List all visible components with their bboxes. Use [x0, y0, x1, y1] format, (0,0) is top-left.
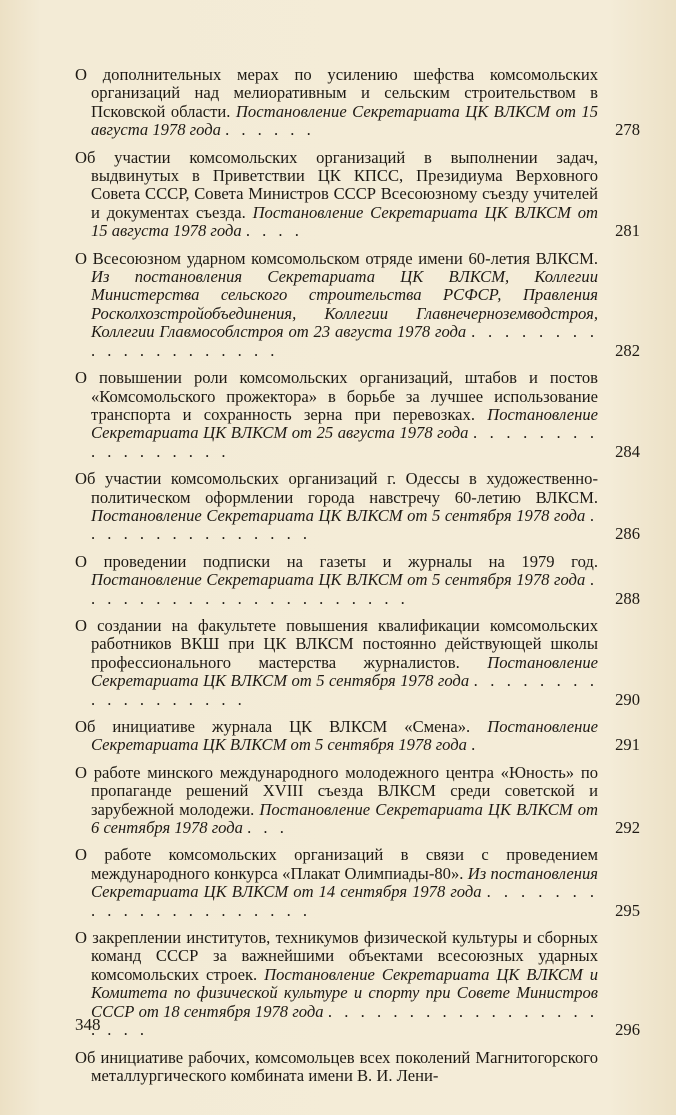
toc-entry-title: О проведении подписки на газеты и журналы на 1979 год. [75, 551, 598, 571]
toc-entry-continued[interactable] [75, 1049, 640, 1086]
toc-entry-source: Постановление Секретариата ЦК ВЛКСМ от 6 сентября 1978 года [91, 799, 598, 838]
toc-page-number: 290 [615, 689, 640, 709]
toc-entry[interactable] [75, 250, 640, 360]
toc-entry-title: Об инициативе рабочих, комсомольцев всех поколений Магнитогорского металлургического комбината имени В. И. Лени- [75, 1047, 598, 1085]
table-of-contents [75, 66, 640, 1094]
dot-leader: . . . . . . . . . . . . . . . . . . . . . [91, 570, 598, 608]
toc-entry-text [75, 250, 598, 360]
toc-entry-text [75, 66, 598, 140]
toc-page-number: 288 [615, 588, 640, 608]
toc-entry-source: Постановление Секретариата ЦК ВЛКСМ от 15 августа 1978 года [91, 202, 598, 241]
toc-entry[interactable] [75, 553, 640, 608]
toc-entry-title: О работе минского международного молодежного центра «Юность» по пропаганде решений XVIII съезда ВЛКСМ среди советской и зарубежной молодежи. [75, 762, 598, 819]
toc-page-number: 286 [615, 524, 640, 544]
toc-entry[interactable] [75, 929, 640, 1039]
toc-entry-title: Об участии комсомольских организаций в выполнении задач, выдвинутых в Приветствии ЦК КПСС, Президиума Верховного Совета СССР, Совета Министров СССР Всесоюзному съезду учителей и документах съезда. [75, 147, 598, 222]
toc-entry-title: О закреплении институтов, техникумов физической культуры и сборных команд СССР за важнейшими объектами всесоюзных ударных комсомольских строек. [75, 928, 598, 984]
toc-entry-title: Об участии комсомольских организаций г. Одессы в художественно-политическом оформлении города навстречу 60-летию ВЛКСМ. [75, 469, 598, 507]
toc-entry-text [75, 718, 598, 755]
dot-leader: . . . . . . . . . . . . . . . . . . [91, 671, 598, 709]
toc-entry-source: Постановление Секретариата ЦК ВЛКСМ от 15 августа 1978 года [91, 101, 598, 140]
toc-entry-source: Из постановления Секретариата ЦК ВЛКСМ, Коллегии Министерства сельского строительства РСФСР, Правления Росколхозстройобъединения, Коллегии Главнечерноземводстроя, Коллегии Главмособлстроя от 23 августа 1978 года [91, 267, 598, 342]
toc-page-number: 282 [615, 340, 640, 360]
toc-entry-source: Постановление Секретариата ЦК ВЛКСМ от 25 августа 1978 года [91, 404, 598, 443]
dot-leader: . . . . [245, 221, 303, 241]
page-number: 348 [75, 1015, 101, 1034]
dot-leader: . . . . . . [225, 120, 315, 140]
toc-entry[interactable] [75, 617, 640, 709]
toc-entry[interactable] [75, 66, 640, 140]
toc-entry-source: Постановление Секретариата ЦК ВЛКСМ и Комитета по физической культуре и спорту при Совете Министров СССР от 18 сентября 1978 года [91, 964, 598, 1021]
toc-entry[interactable] [75, 369, 640, 461]
toc-page-number: 281 [615, 221, 640, 241]
toc-page-number: 291 [615, 735, 640, 755]
toc-entry-title: О работе комсомольских организаций в связи с проведением международного конкурса «Плакат Олимпиады-80». [75, 845, 598, 883]
toc-entry-text [75, 617, 598, 709]
dot-leader: . . . . . . . . . . . . . . . . . . . . . [91, 1001, 598, 1040]
toc-entry[interactable] [75, 470, 640, 544]
toc-entry-source: Постановление Секретариата ЦК ВЛКСМ от 5 сентября 1978 года [91, 570, 586, 590]
toc-entry-title: О повышении роли комсомольских организаций, штабов и постов «Комсомольского прожектора» в борьбе за лучшее использование транспорта и сохранность зерна при перевозках. [75, 368, 598, 424]
dot-leader: . . . . . . . . . . . . . . . [91, 505, 598, 544]
toc-entry-text [75, 846, 598, 920]
toc-page-number: 284 [615, 441, 640, 461]
toc-entry-text [75, 764, 598, 838]
toc-entry-source: Постановление Секретариата ЦК ВЛКСМ от 5 сентября 1978 года [91, 717, 598, 755]
toc-entry-source: Из постановления Секретариата ЦК ВЛКСМ от 14 сентября 1978 года [91, 863, 598, 902]
dot-leader: . [471, 735, 480, 755]
dot-leader: . . . . . . . . . . . . . . . . . . . . . [91, 882, 598, 920]
dot-leader: . . . [247, 818, 288, 838]
toc-entry-source: Постановление Секретариата ЦК ВЛКСМ от 5 сентября 1978 года [91, 652, 599, 691]
dot-leader: . . . . . . . . . . . . . . . . . [91, 423, 598, 461]
toc-entry-text [75, 553, 598, 608]
toc-page-number: 295 [615, 900, 640, 920]
toc-entry[interactable] [75, 718, 640, 755]
toc-entry-title: Об инициативе журнала ЦК ВЛКСМ «Смена». [75, 717, 471, 736]
toc-entry[interactable] [75, 149, 640, 241]
dot-leader: . . . . . . . . . . . . . . . . . . . . [91, 322, 599, 360]
toc-entry-source: Постановление Секретариата ЦК ВЛКСМ от 5 сентября 1978 года [91, 505, 586, 525]
toc-entry-text [75, 149, 598, 241]
toc-entry-title: О Всесоюзном ударном комсомольском отряде имени 60-летия ВЛКСМ. [75, 248, 598, 268]
toc-page-number: 278 [615, 120, 640, 140]
toc-entry-title: О дополнительных мерах по усилению шефства комсомольских организаций над мелиоративным и сельским строительством в Псковской области. [75, 65, 598, 121]
toc-page-number: 292 [615, 818, 640, 838]
toc-entry[interactable] [75, 764, 640, 838]
toc-page-number: 296 [615, 1020, 640, 1040]
toc-entry-title: О создании на факультете повышения квалификации комсомольских работников ВКШ при ЦК ВЛКСМ постоянно действующей школы профессионального мастерства журналистов. [75, 615, 598, 672]
toc-entry-text [75, 929, 598, 1039]
toc-entry[interactable] [75, 846, 640, 920]
toc-entry-text [75, 470, 598, 544]
toc-entry-text [75, 369, 598, 461]
